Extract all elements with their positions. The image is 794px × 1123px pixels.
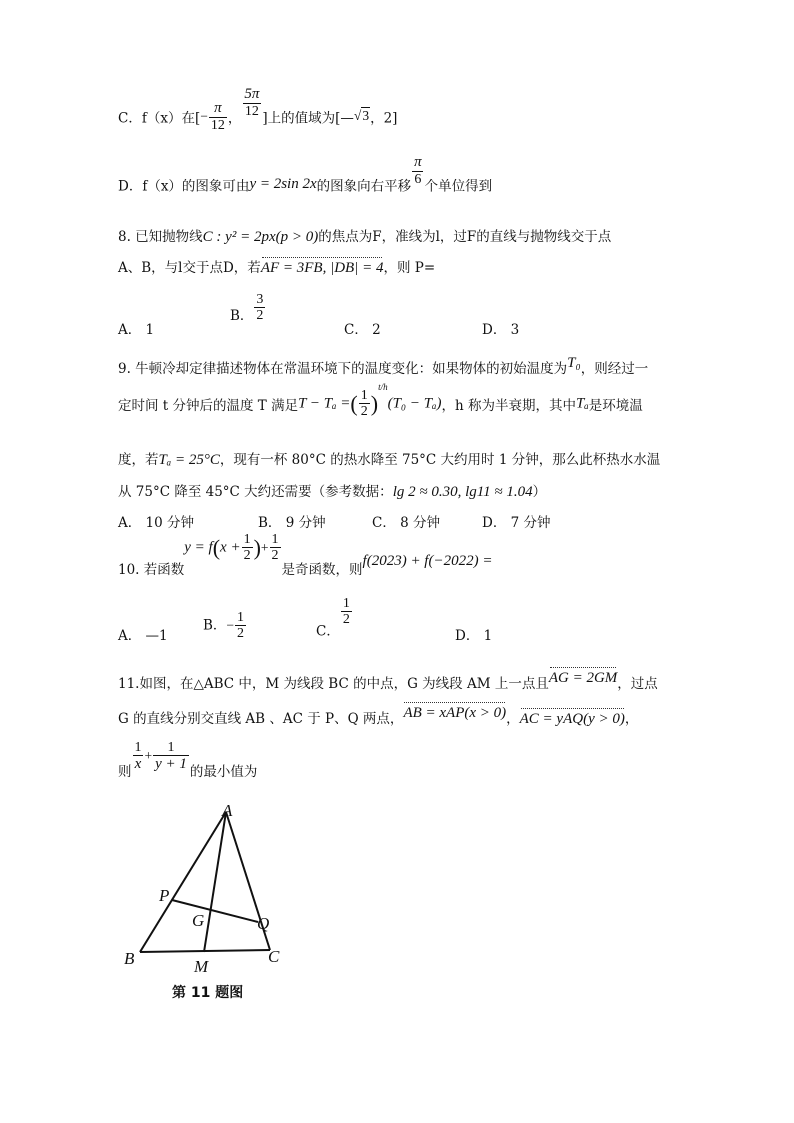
figure-caption: 第 11 题图 bbox=[172, 985, 244, 1001]
q11-line1: 11.如图，在△ABC 中，M 为线段 BC 的中点，G 为线段 AM 上一点且AG = 2GM，过点 bbox=[118, 670, 658, 692]
q9-option-a: A． 10 分钟 bbox=[118, 515, 195, 531]
q10-line: 10. 若函数y = f(x + $\frac{1}{2}$ )+ $\frac{1}{2}$ 是奇函数，则f(2023) + f(−2022) = bbox=[118, 532, 493, 578]
q8-option-b: B． $\frac{3}{2}$ bbox=[230, 292, 264, 324]
q9-line2: 定时间 t 分钟后的温度 T 满足T − Tₐ =( $\frac{1}{2}$ )$^{t/h}$(T₀ − Tₐ)，h 称为半衰期，其中Tₐ是环境温 bbox=[118, 382, 643, 420]
cooling-formula-right: (T₀ − Tₐ) bbox=[387, 395, 442, 412]
one-half: $\frac{1}{2}$ bbox=[360, 388, 368, 420]
q8-option-a: A． 1 bbox=[118, 322, 155, 338]
label-B: B bbox=[124, 949, 135, 968]
neg-pi-over-12: $\frac{\pi}{12}$ bbox=[210, 100, 225, 133]
five-pi-over-12: $\frac{5\pi}{12}$ bbox=[244, 86, 260, 119]
pi-over-6: $\frac{\pi}{6}$ bbox=[414, 154, 422, 187]
vector-condition: AF = 3FB, |DB| = 4 bbox=[260, 260, 384, 276]
odd-function-formula: y = f bbox=[184, 539, 213, 556]
label-P: P bbox=[159, 886, 170, 905]
q10-option-d: D． 1 bbox=[455, 628, 493, 644]
side-AB bbox=[140, 812, 226, 952]
q9-line4: 从 75°C 降至 45°C 大约还需要（参考数据：lg 2 ≈ 0.30, lg11 ≈ 1.04） bbox=[118, 484, 547, 500]
label-A: A bbox=[222, 802, 233, 820]
q10-option-c: C． $\frac{1}{2}$ bbox=[316, 596, 350, 640]
parabola-formula: C : y² = 2px(p > 0) bbox=[202, 229, 319, 245]
label-Q: Q bbox=[257, 914, 270, 933]
sqrt-3: √3 bbox=[353, 108, 370, 124]
triangle-figure bbox=[122, 802, 292, 1002]
cooling-formula-left: T − Tₐ = bbox=[298, 395, 351, 412]
label-G: G bbox=[192, 911, 205, 930]
q8-line1: 8. 已知抛物线C : y² = 2px(p > 0)的焦点为F，准线为l，过F的直线与抛物线交于点 bbox=[118, 229, 612, 245]
q9-line1: 9. 牛顿冷却定律描述物体在常温环境下的温度变化：如果物体的初始温度为T₀，则经过一 bbox=[118, 355, 649, 377]
option-d-line: D．f（x）的图象可由y = 2sin 2x的图象向右平移 $\frac{\pi}{6}$ 个单位得到 bbox=[118, 154, 493, 195]
line-PQ bbox=[172, 900, 258, 922]
option-c-label: C．f（x）在[ bbox=[118, 110, 201, 127]
q8-option-c: C． 2 bbox=[344, 322, 381, 338]
label-C: C bbox=[268, 947, 280, 966]
q10-option-a: A． —1 bbox=[118, 628, 168, 644]
q8-option-d: D． 3 bbox=[482, 322, 520, 338]
exponent-t-over-h: t/h bbox=[378, 382, 388, 392]
option-c-line: C．f（x）在[− $\frac{\pi}{12}$ ， $\frac{5\pi}{12}$ ]上的值域为[—√3，2] bbox=[118, 86, 398, 133]
q9-option-c: C． 8 分钟 bbox=[372, 515, 441, 531]
q11-line2: G 的直线分别交直线 AB 、AC 于 P、Q 两点，AB = xAP(x > 0)，AC = yAQ(y > 0)， bbox=[118, 705, 639, 727]
q9-line3: 度，若Tₐ = 25°C，现有一杯 80°C 的热水降至 75°C 大约用时 1 分钟，那么此杯热水水温 bbox=[118, 452, 661, 468]
q10-option-b: B．− $\frac{1}{2}$ bbox=[203, 610, 245, 642]
formula-2sin2x: y = 2sin 2x bbox=[249, 175, 317, 192]
q9-option-b: B． 9 分钟 bbox=[258, 515, 326, 531]
q8-line2: A、B，与l交于点D，若AF = 3FB, |DB| = 4，则 P= bbox=[118, 260, 436, 276]
q9-option-d: D． 7 分钟 bbox=[482, 515, 551, 531]
q11-line3: 则 $\frac{1}{x}$ + $\frac{1}{y + 1}$ 的最小值为 bbox=[118, 740, 258, 780]
median-AM bbox=[204, 812, 226, 952]
sum-formula: f(2023) + f(−2022) = bbox=[362, 552, 493, 569]
three-halves: $\frac{3}{2}$ bbox=[256, 292, 264, 324]
label-M: M bbox=[194, 957, 209, 976]
